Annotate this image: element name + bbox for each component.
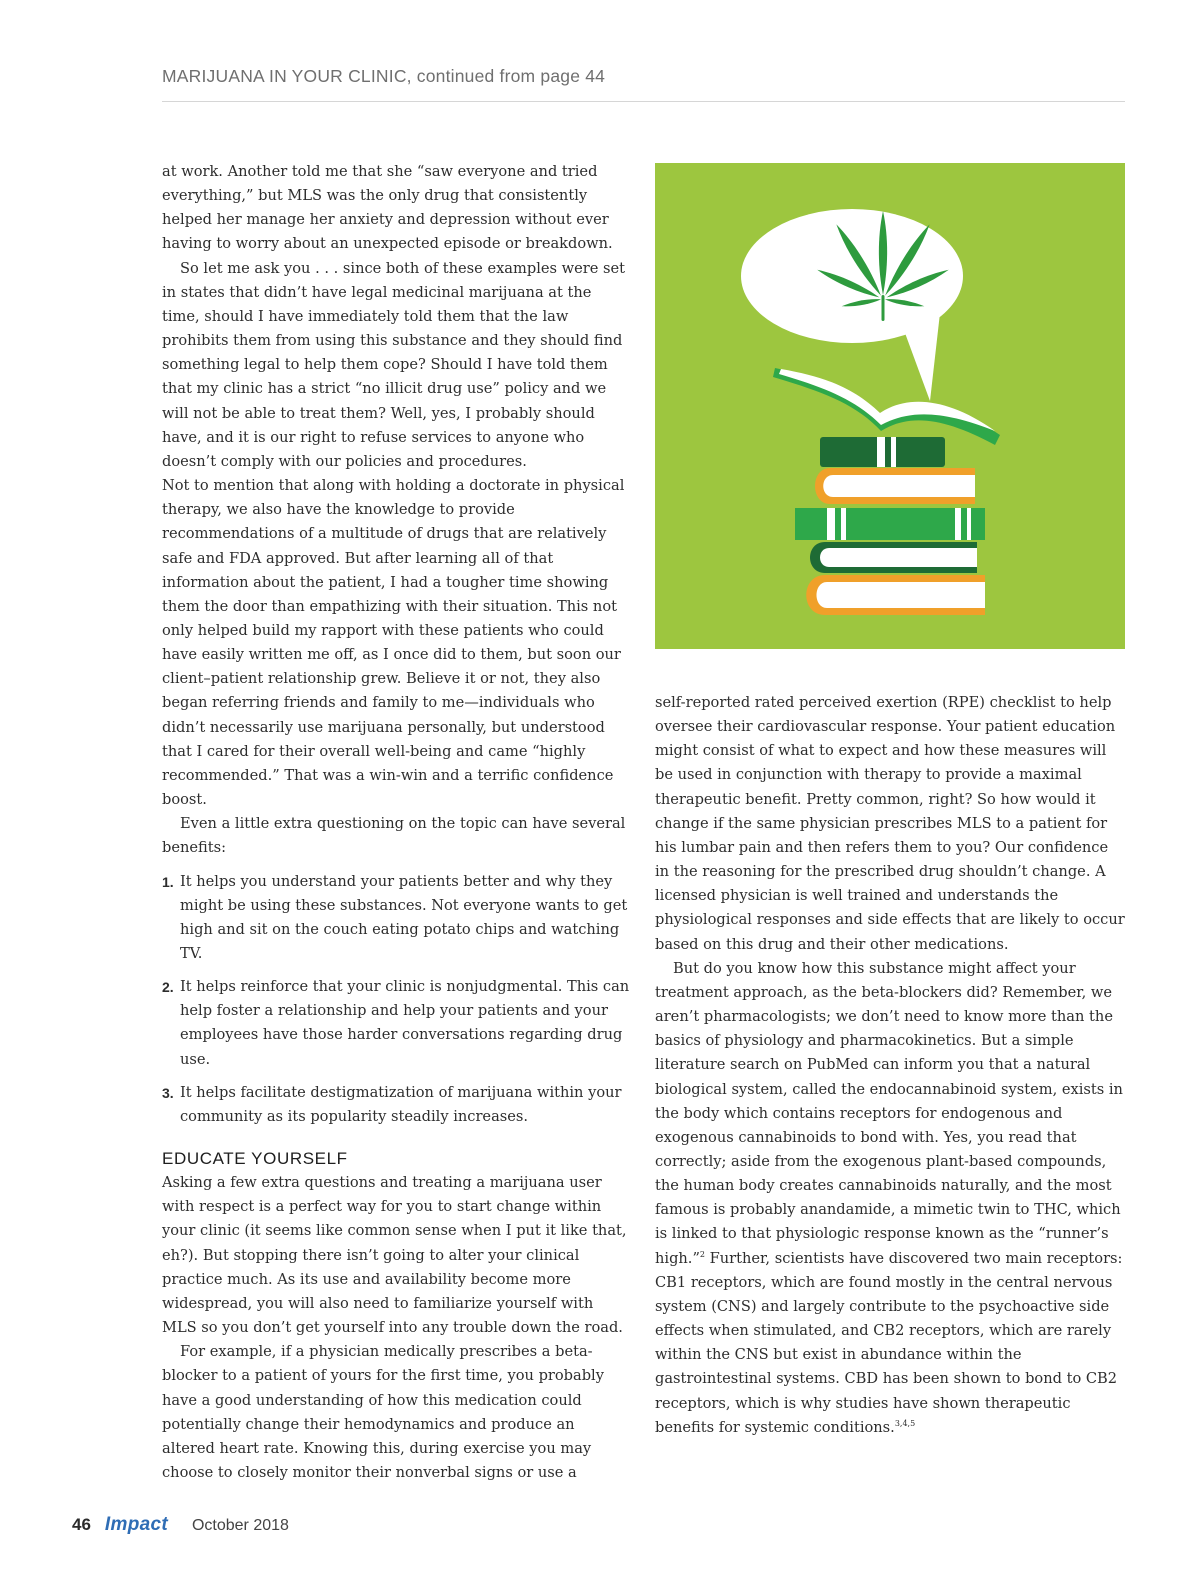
citation-ref: 2 [699,1249,706,1259]
benefits-list [162,870,632,1130]
paragraph: Asking a few extra questions and treating a marijuana user with respect is a perfect way for you to start change within your clinic (it seems like common sense when I put it like that, eh?). But stopping there isn’t going to alter your clinical practice much. As its use and availability become more widespread, you will also need to familiarize yourself with MLS so you don’t get yourself into any trouble down the road. [162,1174,627,1337]
left-column [162,160,632,1485]
paragraph: self-reported rated perceived exertion (RPE) checklist to help oversee their cardiovascular response. Your patient education might consist of what to expect and how these measures will be used in conjunction with therapy to provide a maximal therapeutic benefit. Pretty common, right? So how would it change if the same physician prescribes MLS to a patient for his lumbar pain and then refers them to you? Our confidence in the reasoning for the prescribed drug shouldn’t change. A licensed physician is well trained and understands the physiological responses and side effects that are likely to occur based on this drug and their other medications. [655,694,1125,953]
list-text: It helps reinforce that your clinic is nonjudgmental. This can help foster a relationship and help your patients and your employees have those harder conversations regarding drug use. [180,978,630,1068]
list-number: 2. [162,979,174,996]
section-heading: EDUCATE YOURSELF [162,1149,348,1169]
header-continued: continued from page 44 [411,66,606,86]
paragraph: Even a little extra questioning on the topic can have several benefits: [162,815,626,857]
issue-date: October 2018 [191,1517,289,1534]
paragraph: at work. Another told me that she “saw everyone and tried everything,” but MLS was the only drug that consistently helped her manage her anxiety and depression without ever having to worry about an unexpected episode or breakdown. [162,163,613,253]
list-text: It helps you understand your patients better and why they might be using these substances. Not everyone wants to get high and sit on the couch eating potato chips and watching TV. [180,872,628,962]
page-number: 46 [72,1515,91,1534]
list-item [162,1081,632,1129]
paragraph: So let me ask you . . . since both of these examples were set in states that didn’t have legal medicinal marijuana at the time, should I have immediately told them that the law prohibits them from using this substance and they should find something legal to help them cope? Should I have told them that my clinic has a strict “no illicit drug use” policy and we will not be able to treat them? Well, yes, I probably should have, and it is our right to refuse services to anyone who doesn’t comply with our policies and procedures. [162,259,625,470]
list-text: It helps facilitate destigmatization of marijuana within your community as its popularity steadily increases. [180,1083,622,1125]
citation-ref: 3,4,5 [894,1418,916,1428]
list-item [162,870,632,967]
right-column [655,691,1125,1440]
page-footer [72,1514,289,1536]
paragraph-text: But do you know how this substance might affect your treatment approach, as the beta-blockers did? Remember, we aren’t pharmacologists; we don’t need to know more than the basics of physiology and pharmacokinetics. But a simple literature search on PubMed can inform you that a natural biological system, called the endocannabinoid system, exists in the body which contains receptors for endogenous and exogenous cannabinoids to bond with. Yes, you read that correctly; aside from the exogenous plant-based compounds, the human body creates cannabinoids naturally, and the most famous is probably anandamide, a mimetic twin to THC, which is linked to that physiologic response known as the “runner’s high.” [655,959,1123,1267]
list-item [162,975,632,1072]
list-number: 3. [162,1084,174,1101]
cannabis-books-illustration [655,163,1125,649]
publication-logo: Impact [104,1514,168,1535]
paragraph: Not to mention that along with holding a doctorate in physical therapy, we also have the knowledge to provide recommendations of a multitude of drugs that are relatively safe and FDA approved. But after learning all of that information about the patient, I had a tougher time showing them the door than empathizing with their situation. This not only helped build my rapport with these patients who could have easily written me off, as I once did to them, but soon our client–patient relationship grew. Believe it or not, they also began referring friends and family to me—individuals who didn’t necessarily use marijuana personally, but understood that I cared for their overall well-being and came “highly recommended.” That was a win-win and a terrific confidence boost. [162,477,625,809]
running-header [162,66,1125,102]
list-number: 1. [162,873,174,890]
paragraph-text: Further, scientists have discovered two main receptors: CB1 receptors, which are found mostly in the central nervous system (CNS) and largely contribute to the psychoactive side effects when stimulated, and CB2 receptors, which are rarely within the CNS but exist in abundance within the gastrointestinal systems. CBD has been shown to bond to CB2 receptors, which is why studies have shown therapeutic benefits for systemic conditions. [655,1249,1123,1436]
paragraph: For example, if a physician medically prescribes a beta-blocker to a patient of yours for the first time, you probably have a good understanding of how this medication could potentially change their hemodynamics and produce an altered heart rate. Knowing this, during exercise you may choose to closely monitor their nonverbal signs or use a [162,1343,604,1481]
paragraph [655,957,1125,1440]
header-title: MARIJUANA IN YOUR CLINIC, [162,66,412,86]
